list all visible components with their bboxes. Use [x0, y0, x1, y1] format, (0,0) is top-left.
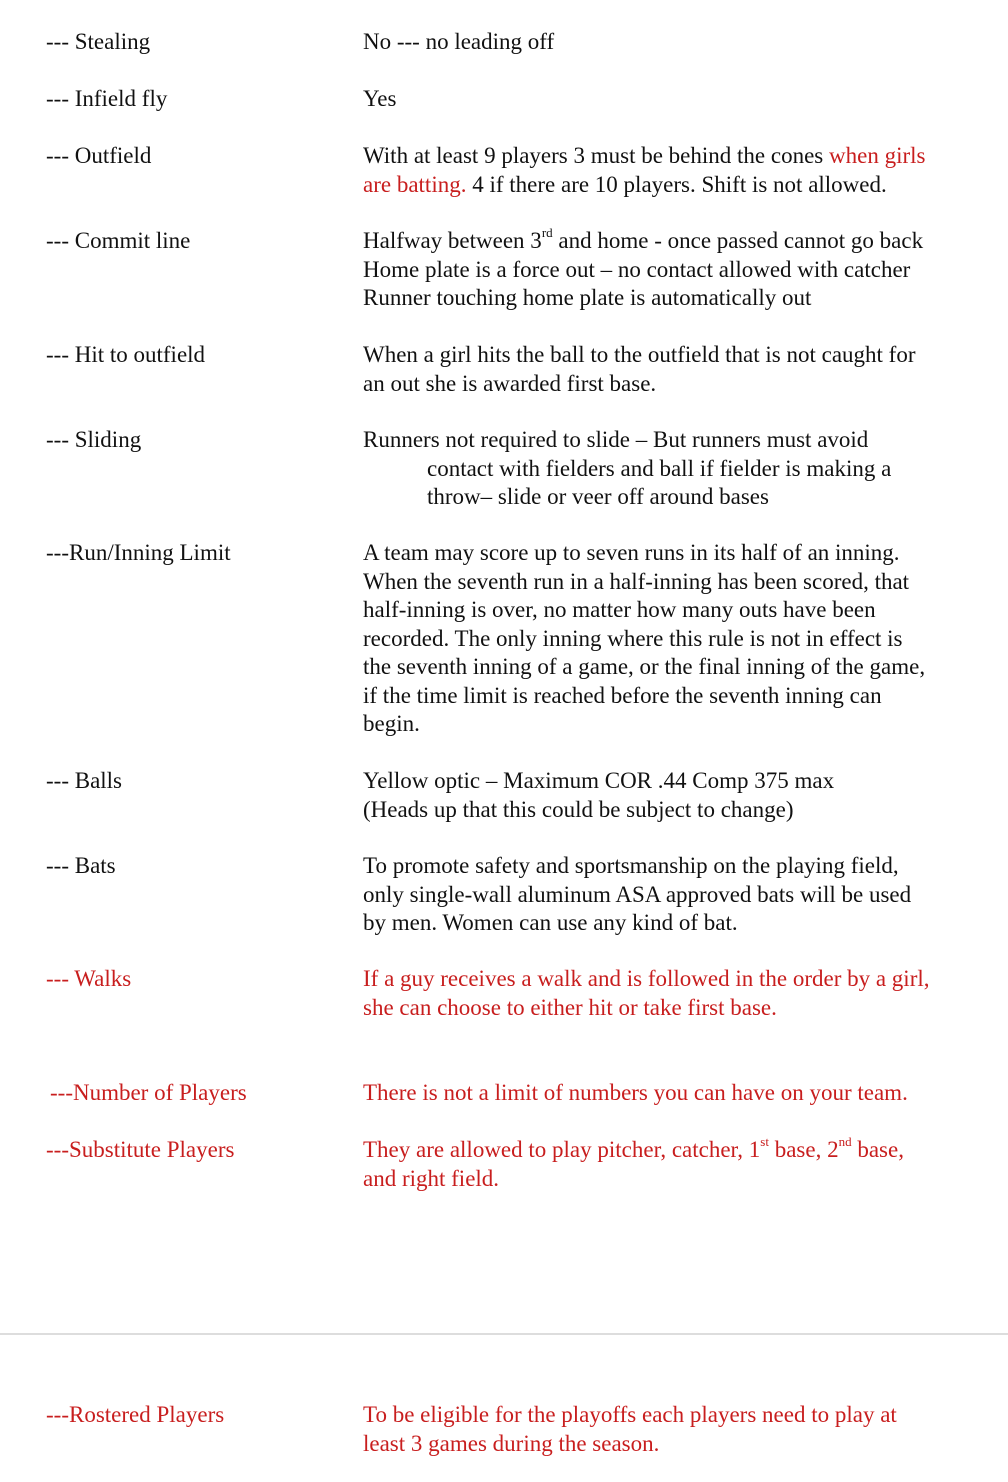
run-limit-line-7: begin. [363, 711, 420, 736]
rule-term: --- Walks [46, 966, 132, 991]
rule-term: --- Balls [46, 768, 123, 793]
commit-line-line-3: Runner touching home plate is automatically out [363, 285, 812, 310]
commit-line-text-2: and home - once passed cannot go back [552, 228, 924, 253]
balls-line-1: Yellow optic – Maximum COR .44 Comp 375 max [363, 768, 835, 793]
substitute-line-2: and right field. [363, 1165, 500, 1191]
rule-term: ---Substitute Players [46, 1137, 235, 1162]
rule-description [363, 1401, 975, 1458]
rule-term: --- Bats [46, 853, 116, 878]
run-limit-line-2: When the seventh run in a half-inning has been scored, that [363, 568, 910, 594]
rule-term: ---Rostered Players [46, 1402, 225, 1427]
rule-description [363, 426, 975, 512]
sliding-line-3: throw– slide or veer off around bases [427, 484, 769, 509]
rule-description: There is not a limit of numbers you can have on your team. [363, 1080, 908, 1105]
rule-description [363, 227, 975, 313]
substitute-text: They are allowed to play pitcher, catcher, 1 [363, 1137, 761, 1162]
substitute-text-3: base, [851, 1137, 904, 1162]
sliding-line-2: contact with fielders and ball if fielder is making a [427, 455, 892, 481]
rule-term: --- Sliding [46, 427, 142, 452]
ordinal-suffix: st [760, 1134, 769, 1150]
rostered-line-1: To be eligible for the playoffs each players need to play at [363, 1402, 897, 1427]
outfield-text-2: 4 if there are 10 players. Shift is not allowed. [466, 171, 887, 197]
rule-term: --- Hit to outfield [46, 342, 206, 367]
rule-description [363, 1136, 975, 1193]
bats-line-1: To promote safety and sportsmanship on the playing field, [363, 853, 899, 878]
hit-to-outfield-line-1: When a girl hits the ball to the outfield that is not caught for [363, 342, 916, 367]
sliding-line-1: Runners not required to slide – But runners must avoid [363, 427, 869, 452]
rule-term: --- Stealing [46, 29, 151, 54]
outfield-red-text-2: are batting. [363, 171, 467, 197]
run-limit-line-5: the seventh inning of a game, or the final inning of the game, [363, 654, 926, 679]
run-limit-line-3: half-inning is over, no matter how many outs have been [363, 597, 876, 622]
rule-term: --- Outfield [46, 143, 152, 168]
rule-description [363, 539, 975, 739]
rule-description [363, 341, 975, 398]
rule-description [363, 767, 975, 824]
run-limit-line-6: if the time limit is reached before the seventh inning can [363, 682, 882, 708]
walks-line-1: If a guy receives a walk and is followed in the order by a girl, [363, 966, 930, 991]
rule-term: --- Infield fly [46, 86, 168, 111]
rule-term: ---Run/Inning Limit [46, 540, 231, 565]
rule-term: --- Commit line [46, 228, 191, 253]
bats-line-3: by men. Women can use any kind of bat. [363, 910, 738, 935]
ordinal-suffix-2: nd [838, 1134, 852, 1150]
rostered-line-2: least 3 games during the season. [363, 1430, 660, 1456]
balls-line-2: (Heads up that this could be subject to change) [363, 796, 794, 822]
page-break-divider [0, 1333, 1008, 1335]
run-limit-line-1: A team may score up to seven runs in its half of an inning. [363, 540, 900, 565]
commit-line-line-2: Home plate is a force out – no contact allowed with catcher [363, 256, 911, 282]
run-limit-line-4: recorded. The only inning where this rule is not in effect is [363, 625, 903, 651]
bats-line-2: only single-wall aluminum ASA approved bats will be used [363, 881, 912, 907]
substitute-text-2: base, 2 [768, 1137, 839, 1162]
outfield-text: With at least 9 players 3 must be behind the cones [363, 143, 829, 168]
rule-description: Yes [363, 86, 397, 111]
outfield-red-text: when girls [829, 143, 926, 168]
rule-description [363, 965, 975, 1022]
rule-term: ---Number of Players [50, 1080, 247, 1105]
commit-line-text: Halfway between 3 [363, 228, 542, 253]
rule-description [363, 142, 975, 199]
rule-description: No --- no leading off [363, 29, 555, 54]
walks-line-2: she can choose to either hit or take first base. [363, 994, 777, 1020]
rule-description [363, 852, 975, 938]
ordinal-suffix: rd [541, 225, 553, 241]
hit-to-outfield-line-2: an out she is awarded first base. [363, 370, 657, 396]
